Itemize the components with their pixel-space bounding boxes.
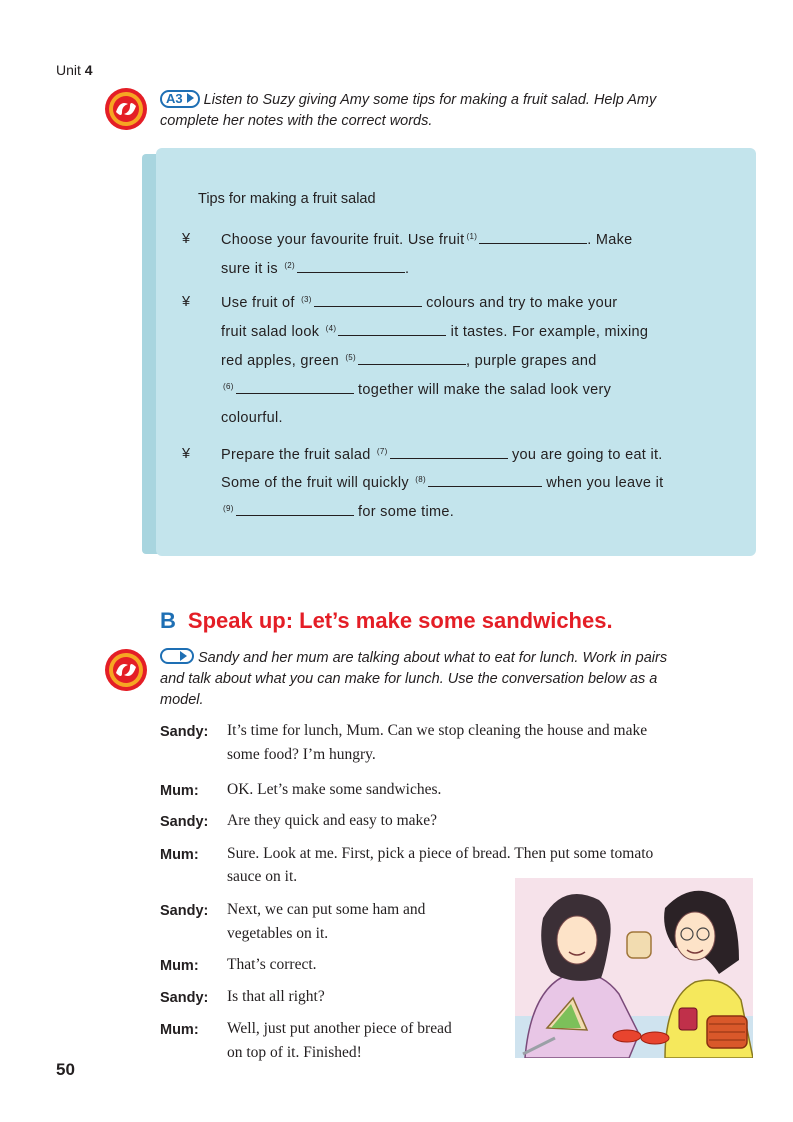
- unit-label: Unit 4: [56, 62, 93, 78]
- section-a-instruction: A3 Listen to Suzy giving Amy some tips for making a fruit salad. Help Amy complete her notes with the correct words.: [160, 91, 657, 129]
- dialogue-line: on top of it. Finished!: [227, 1044, 362, 1061]
- speaker-label: Sandy:: [160, 903, 209, 919]
- notes-line: Use fruit of $^{(3)}$ colours and try to make your: [221, 295, 618, 311]
- dialogue-line: sauce on it.: [227, 868, 298, 885]
- notes-line: Some of the fruit will quickly $^{(8)}$ when you leave it: [221, 475, 664, 491]
- dialogue-line: It’s time for lunch, Mum. Can we stop cleaning the house and make: [227, 722, 648, 739]
- speaker-label: Sandy:: [160, 814, 209, 830]
- dialogue-line: Well, just put another piece of bread: [227, 1020, 452, 1037]
- speaker-label: Mum:: [160, 958, 199, 974]
- section-b-heading: B Speak up: Let’s make some sandwiches.: [160, 608, 613, 633]
- dialogue-line: OK. Let’s make some sandwiches.: [227, 781, 442, 798]
- speaker-label: Mum:: [160, 847, 199, 863]
- bullet-icon: ¥: [182, 294, 191, 310]
- dialogue-line: some food? I’m hungry.: [227, 746, 376, 763]
- notes-title: Tips for making a fruit salad: [198, 191, 376, 207]
- dialogue-line: Is that all right?: [227, 988, 325, 1005]
- speaker-label: Mum:: [160, 783, 199, 799]
- notes-line: red apples, green $^{(5)}$ , purple grapes and: [221, 353, 597, 369]
- notes-line: colourful.: [221, 410, 283, 426]
- speaker-label: Sandy:: [160, 724, 209, 740]
- page-number: 50: [56, 1060, 75, 1079]
- notes-line: sure it is $^{(2)}$ .: [221, 261, 410, 277]
- speaker-label: Mum:: [160, 1022, 199, 1038]
- notes-line: $^{(9)}$ for some time.: [223, 504, 455, 520]
- track-badge[interactable]: A3: [160, 90, 200, 108]
- dialogue-line: vegetables on it.: [227, 925, 329, 942]
- audio-cd-icon[interactable]: [103, 86, 149, 132]
- speaker-label: Sandy:: [160, 990, 209, 1006]
- section-b-instruction: Sandy and her mum are talking about what to eat for lunch. Work in pairs and talk about what you can make for lunch. Use the conversation below as a model.: [160, 650, 668, 708]
- bullet-icon: ¥: [182, 446, 191, 462]
- notes-line: $^{(6)}$ together will make the salad look very: [223, 382, 612, 398]
- dialogue-line: Sure. Look at me. First, pick a piece of bread. Then put some tomato: [227, 845, 654, 862]
- dialogue-line: That’s correct.: [227, 956, 317, 973]
- dialogue-line: Are they quick and easy to make?: [227, 812, 438, 829]
- audio-cd-icon[interactable]: [103, 647, 149, 693]
- sandwich-making-illustration: [515, 878, 753, 1058]
- notes-line: fruit salad look $^{(4)}$ it tastes. For example, mixing: [221, 324, 649, 340]
- dialogue-line: Next, we can put some ham and: [227, 901, 426, 918]
- unit-number: 4: [84, 62, 93, 78]
- notes-line: Choose your favourite fruit. Use fruit $^{(1)}$ . Make: [221, 232, 633, 248]
- notes-line: Prepare the fruit salad $^{(7)}$ you are going to eat it.: [221, 447, 663, 463]
- bullet-icon: ¥: [182, 231, 191, 247]
